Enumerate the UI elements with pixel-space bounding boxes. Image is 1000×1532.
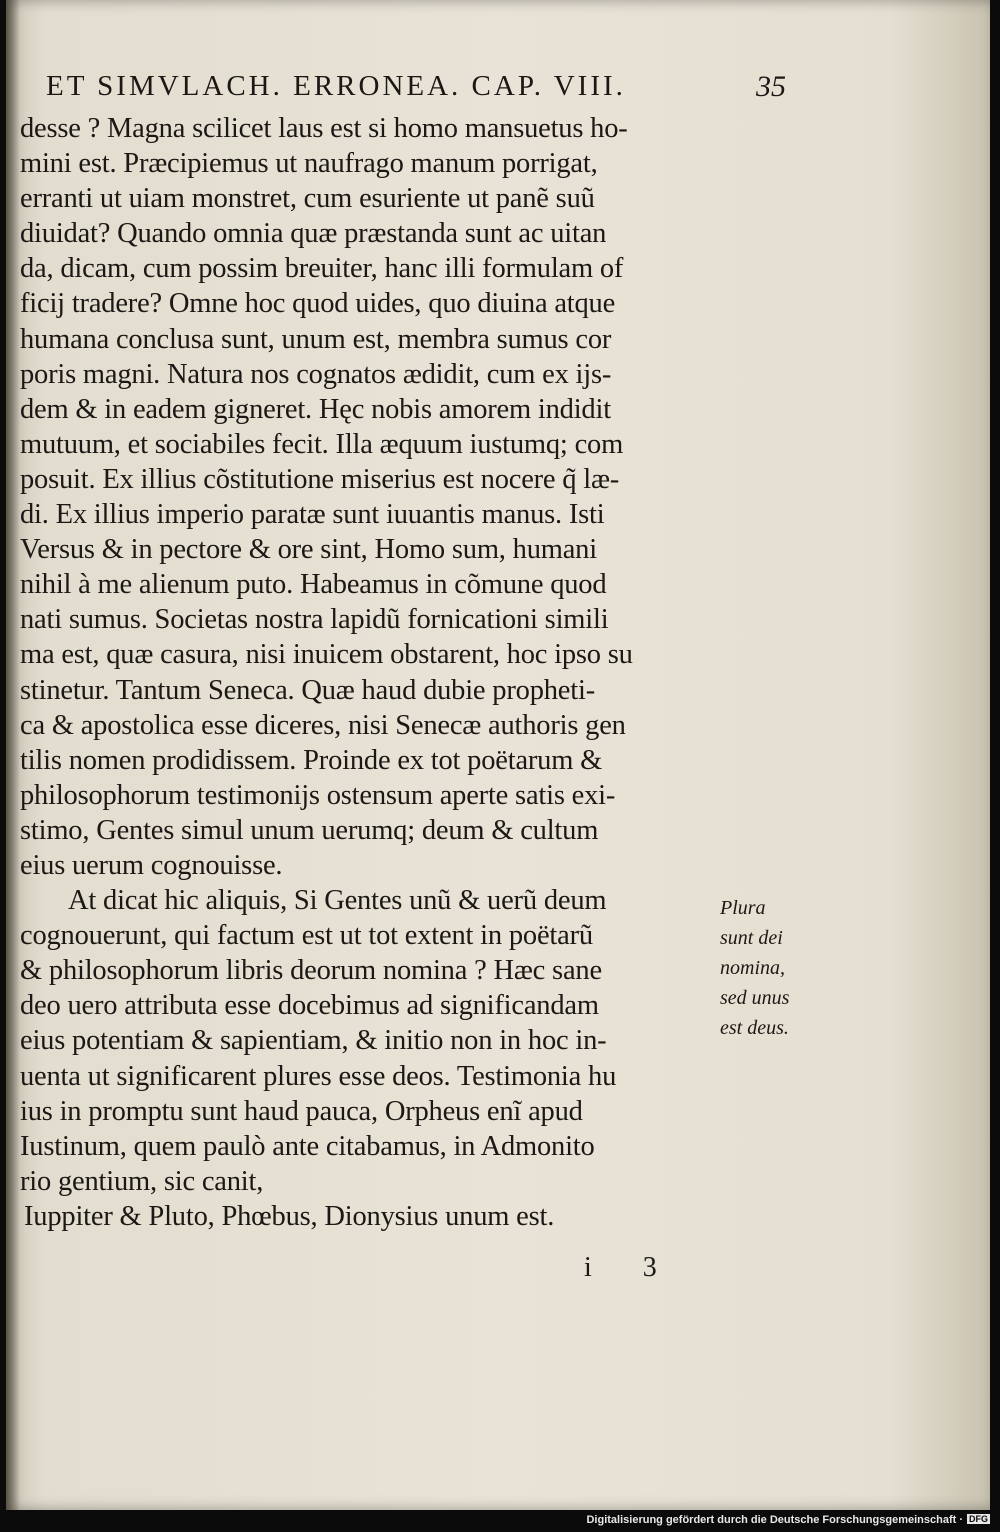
text-line: dem & in eadem gigneret. Hęc nobis amorem indidit [20,393,611,425]
book-page [6,0,990,1510]
signature-mark: i 3 [584,1252,679,1283]
text-line: eius potentiam & sapientiam, & initio non in hoc in- [20,1025,607,1057]
text-line: philosophorum testimonijs ostensum aperte satis exi- [20,779,616,811]
marginal-note-line: sed unus [720,987,790,1009]
text-line: nihil à me alienum puto. Habeamus in cõmune quod [20,569,607,601]
text-line: da, dicam, cum possim breuiter, hanc illi formulam of [20,253,624,285]
text-line: diuidat? Quando omnia quæ præstanda sunt ac uitan [20,218,607,250]
text-line: ca & apostolica esse diceres, nisi Senecæ authoris gen [20,709,626,741]
text-line: posuit. Ex illius cõstitutione miserius est nocere q̃ læ- [20,463,620,495]
text-line: humana conclusa sunt, unum est, membra sumus cor [20,323,612,355]
text-line: ficij tradere? Omne hoc quod uides, quo diuina atque [20,288,616,320]
text-line: tilis nomen prodidissem. Proinde ex tot poëtarum & [20,744,603,776]
running-head [46,70,786,110]
funding-credit [586,1514,990,1526]
text-line: mutuum, et sociabiles fecit. Illa æquum iustumq; com [20,428,624,460]
running-head-title: ET SIMVLACH. ERRONEA. CAP. VIII. [46,70,626,102]
page-number: 35 [756,70,786,103]
text-line: di. Ex illius imperio paratæ sunt iuuantis manus. Isti [20,499,605,531]
marginal-note-line: Plura [720,897,766,919]
body-text [20,111,736,1234]
text-line: rio gentium, sic canit, [20,1165,264,1197]
marginal-note [720,893,820,1043]
marginal-note-line: sunt dei [720,927,783,949]
text-line: poris magni. Natura nos cognatos ædidit, cum ex ijs- [20,358,612,390]
text-line: Iustinum, quem paulò ante citabamus, in Admonito [20,1130,595,1162]
funding-credit-text: Digitalisierung gefördert durch die Deutsche Forschungsgemeinschaft · [586,1514,963,1526]
text-line: mini est. Præcipiemus ut naufrago manum porrigat, [20,148,598,180]
marginal-note-line: nomina, [720,957,785,979]
text-line: erranti ut uiam monstret, cum esuriente ut panẽ suũ [20,183,595,215]
gutter-shadow [6,0,20,1510]
text-line: desse ? Magna scilicet laus est si homo mansuetus ho- [20,113,628,144]
text-line: deo uero attributa esse docebimus ad significandam [20,990,599,1022]
text-line: cognouerunt, qui factum est ut tot extent in poëtarũ [20,920,593,952]
text-line: stimo, Gentes simul unum uerumq; deum & cultum [20,814,599,846]
text-line: Versus & in pectore & ore sint, Homo sum, humani [20,534,597,566]
text-line: uenta ut significarent plures esse deos. Testimonia hu [20,1060,617,1092]
text-line: stinetur. Tantum Seneca. Quæ haud dubie propheti- [20,674,595,706]
dfg-logo: DFG [969,1514,988,1524]
text-line: nati sumus. Societas nostra lapidũ fornicationi simili [20,604,609,636]
marginal-note-line: est deus. [720,1017,789,1039]
text-line: eius uerum cognouisse. [20,849,283,881]
text-line: ma est, quæ casura, nisi inuicem obstarent, hoc ipso su [20,639,633,671]
text-line: ius in promptu sunt haud pauca, Orpheus enĩ apud [20,1095,583,1127]
verse-line: Iuppiter & Pluto, Phœbus, Dionysius unum est. [24,1200,555,1232]
text-line: & philosophorum libris deorum nomina ? Hæc sane [20,955,602,987]
paragraph-first-line: At dicat hic aliquis, Si Gentes unũ & uerũ deum [68,885,607,917]
